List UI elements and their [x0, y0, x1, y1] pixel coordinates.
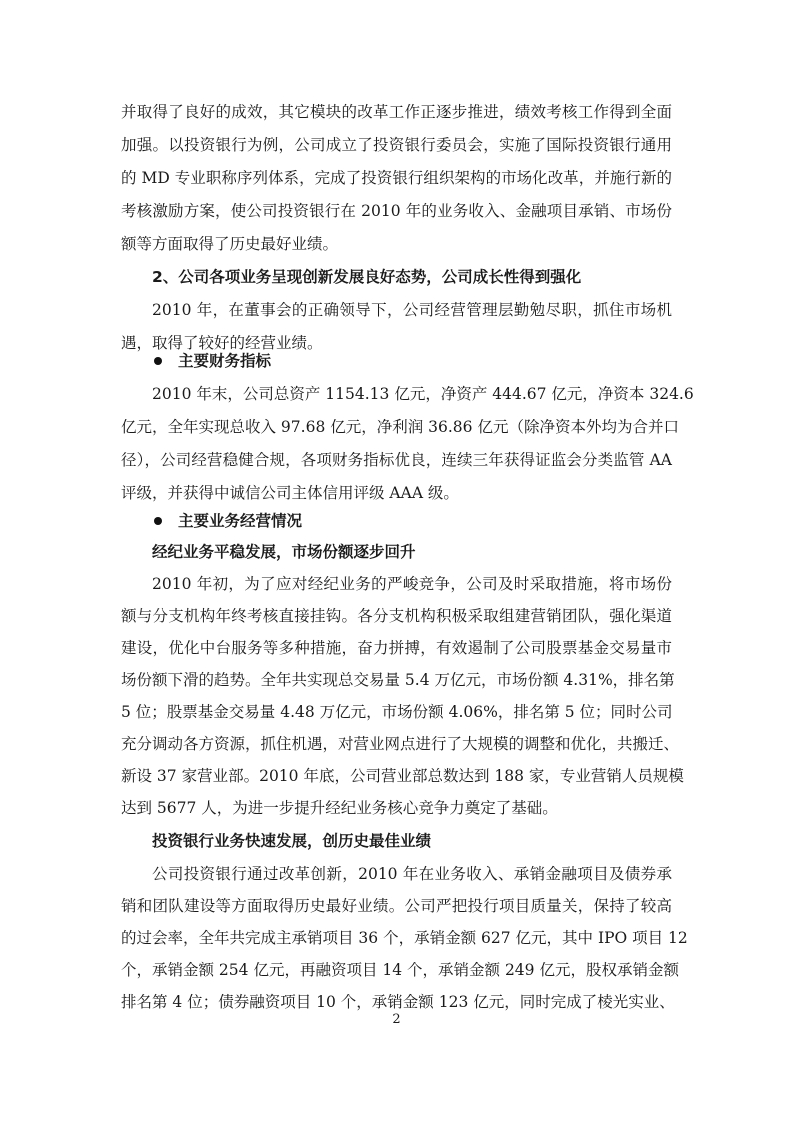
text-line: 遇，取得了较好的经营业绩。: [121, 334, 323, 352]
text-line: 场份额下滑的趋势。全年共实现总交易量 5.4 万亿元，市场份额 4.31%，排名第: [121, 671, 675, 689]
text-line: 径），公司经营稳健合规，各项财务指标优良，连续三年获得证监会分类监管 AA: [121, 451, 672, 469]
text-line: 的 MD 专业职称序列体系，完成了投资银行组织架构的市场化改革，并施行新的: [121, 169, 672, 187]
text-line: 个，承销金额 254 亿元，再融资项目 14 个，承销金额 249 亿元，股权承销金额: [121, 961, 679, 979]
text-line: 充分调动各方资源，抓住机遇，对营业网点进行了大规模的调整和优化，共搬迁、: [121, 735, 680, 753]
subsection-heading: 投资银行业务快速发展，创历史最佳业绩: [152, 832, 432, 850]
text-line: 的过会率，全年共完成主承销项目 36 个，承销金额 627 亿元，其中 IPO 项目 12: [121, 929, 688, 947]
text-line: 额与分支机构年终考核直接挂钩。各分支机构积极采取组建营销团队，强化渠道: [121, 607, 672, 625]
text-line: 2010 年，在董事会的正确领导下，公司经营管理层勤勉尽职，抓住市场机: [152, 301, 672, 319]
text-line: 考核激励方案，使公司投资银行在 2010 年的业务收入、金融项目承销、市场份: [121, 202, 672, 220]
text-line: 新设 37 家营业部。2010 年底，公司营业部总数达到 188 家，专业营销人员规模: [121, 767, 684, 785]
bullet-heading: 主要财务指标: [178, 352, 272, 370]
bullet-icon: [154, 357, 162, 365]
text-line: 加强。以投资银行为例，公司成立了投资银行委员会，实施了国际投资银行通用: [121, 136, 672, 154]
section-heading: 2、公司各项业务呈现创新发展良好态势，公司成长性得到强化: [152, 268, 582, 286]
text-line: 销和团队建设等方面取得历史最好业绩。公司严把投行项目质量关，保持了较高: [121, 897, 672, 915]
text-line: 公司投资银行通过改革创新，2010 年在业务收入、承销金融项目及债券承: [152, 865, 672, 883]
text-line: 2010 年末，公司总资产 1154.13 亿元，净资产 444.67 亿元，净资本 324.6: [152, 385, 694, 403]
bullet-heading: 主要业务经营情况: [178, 512, 303, 530]
text-line: 排名第 4 位；债券融资项目 10 个，承销金额 123 亿元，同时完成了棱光实业、: [121, 993, 675, 1011]
text-line: 建设，优化中台服务等多种措施，奋力拼搏，有效遏制了公司股票基金交易量市: [121, 639, 672, 657]
text-line: 2010 年初，为了应对经纪业务的严峻竞争，公司及时采取措施，将市场份: [152, 575, 672, 593]
text-line: 评级，并获得中诚信公司主体信用评级 AAA 级。: [121, 484, 459, 502]
text-line: 额等方面取得了历史最好业绩。: [121, 235, 339, 253]
text-line: 并取得了良好的成效，其它模块的改革工作正逐步推进，绩效考核工作得到全面: [121, 103, 672, 121]
text-line: 亿元，全年实现总收入 97.68 亿元，净利润 36.86 亿元（除净资本外均为合并口: [121, 418, 679, 436]
text-line: 5 位；股票基金交易量 4.48 万亿元，市场份额 4.06%，排名第 5 位；同时公司: [121, 703, 673, 721]
page-number: 2: [392, 1012, 401, 1027]
text-line: 达到 5677 人，为进一步提升经纪业务核心竞争力奠定了基础。: [121, 799, 558, 817]
subsection-heading: 经纪业务平稳发展，市场份额逐步回升: [152, 543, 416, 561]
bullet-icon: [154, 517, 162, 525]
